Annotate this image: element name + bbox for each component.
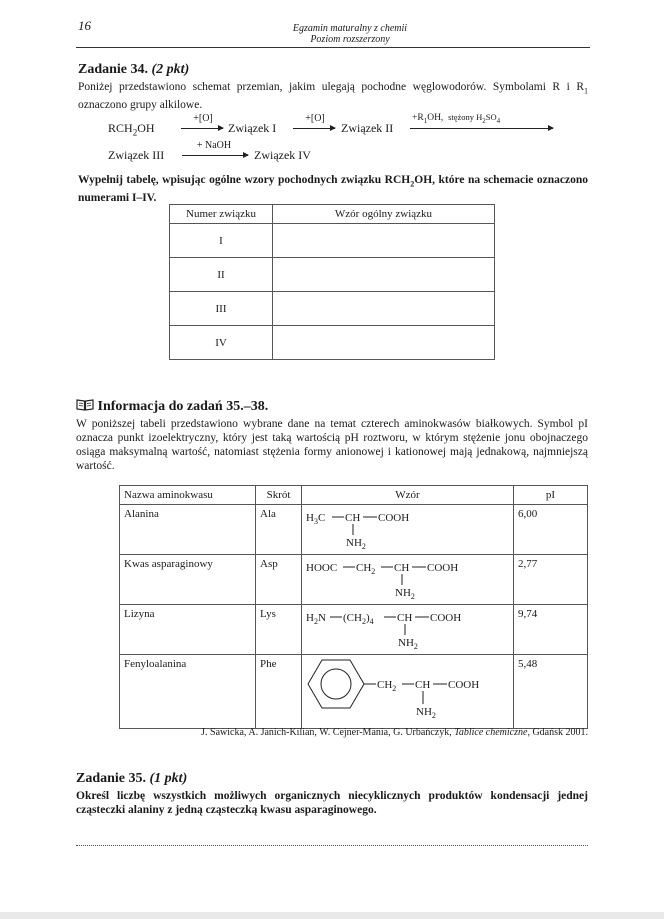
col-number-header: Numer związku (170, 205, 273, 224)
table-row (120, 505, 588, 555)
row-label: I (170, 224, 273, 258)
svg-text:CH: CH (415, 679, 431, 691)
row-label: IV (170, 326, 273, 360)
amino-name: Lizyna (120, 605, 256, 655)
svg-text:(CH2)4: $(CH_2)_4$ (343, 612, 374, 626)
arrow1-label: +[O] (193, 113, 213, 124)
amino-acid-table (119, 485, 588, 729)
amino-formula (302, 505, 514, 555)
svg-text:CH2: $CH_2$ (377, 679, 397, 693)
arrow3-label: $+R_1OH$, stężony $H_2SO_4$ (412, 112, 501, 125)
task34-intro: Poniżej przedstawiono schemat przemian, jakim ulegają pochodne węglowodorów. Symbolami R i $R_1$ oznaczono grupy alkilowe. (78, 81, 588, 112)
answer-cell[interactable] (273, 292, 495, 326)
task34-title: Zadanie 34. (2 pkt) (78, 62, 190, 77)
svg-text:NH2: $NH_2$ (346, 537, 366, 551)
svg-text:CH: CH (397, 612, 413, 624)
svg-text:COOH: COOH (427, 562, 459, 574)
header-line-2: Poziom rozszerzony (310, 34, 390, 45)
scheme-start: $RCH_2OH$ (108, 121, 155, 138)
lysine-formula (302, 605, 512, 651)
header-line-1: Egzamin maturalny z chemii (292, 23, 408, 34)
amino-name: Alanina (120, 505, 256, 555)
arrow-3 (410, 128, 553, 129)
amino-formula (302, 655, 514, 729)
amino-pi: 9,74 (514, 605, 588, 655)
table-row (120, 555, 588, 605)
svg-text:COOH: COOH (448, 679, 480, 691)
table-row (170, 258, 495, 292)
page-bottom-edge (0, 912, 664, 919)
compound-2: Związek II (341, 121, 394, 135)
col-abbr-header: Skrót (256, 486, 302, 505)
info-text: W poniższej tabeli przedstawiono wybrane dane na temat czterech aminokwasów białkowych. Symbol pI oznacza punkt izoelektryczny, który jest taką wartością pH roztworu, w którym stężenie jonu obojnaczego osiąga maksymalną wartość, natomiast stężenia formy anionowej i kationowej mają jednakową, najmniejszą wartość. (76, 418, 588, 472)
benzene-ring-icon (308, 660, 364, 708)
svg-text:NH2: $NH_2$ (395, 587, 415, 601)
arrow-4 (182, 155, 248, 156)
row-label: III (170, 292, 273, 326)
amino-pi: 2,77 (514, 555, 588, 605)
task34-table (169, 204, 495, 360)
table-row (120, 605, 588, 655)
col-formula-header: Wzór (302, 486, 514, 505)
arrow4-label: + NaOH (196, 140, 232, 151)
header-rule (76, 47, 590, 48)
svg-text:H2N: $H_2N$ (306, 612, 326, 626)
compound-1: Związek I (228, 121, 277, 135)
amino-formula (302, 555, 514, 605)
svg-text:CH2: $CH_2$ (356, 562, 376, 576)
table-row (120, 655, 588, 729)
amino-abbr: Ala (256, 505, 302, 555)
page-number: 16 (78, 18, 91, 33)
arrow-2 (293, 128, 335, 129)
amino-pi: 5,48 (514, 655, 588, 729)
answer-line[interactable] (76, 844, 588, 846)
row-label: II (170, 258, 273, 292)
source-citation: J. Sawicka, A. Janich-Kilian, W. Cejner-Mania, G. Urbańczyk, Tablice chemiczne, Gdańsk 2001. (201, 727, 588, 738)
svg-text:H3C: $H_3C$ (306, 512, 326, 526)
amino-name: Kwas asparaginowy (120, 555, 256, 605)
alanine-formula (302, 505, 512, 551)
phenylalanine-formula (302, 655, 512, 725)
amino-abbr: Asp (256, 555, 302, 605)
col-name-header: Nazwa aminokwasu (120, 486, 256, 505)
table-row (170, 326, 495, 360)
book-icon (76, 398, 94, 411)
col-formula-header: Wzór ogólny związku (273, 205, 495, 224)
svg-text:CH: CH (345, 512, 361, 524)
answer-cell[interactable] (273, 326, 495, 360)
answer-cell[interactable] (273, 224, 495, 258)
task34-instruction: Wypełnij tabelę, wpisując ogólne wzory pochodnych związku $RCH_2OH$, które na schemacie oznaczono numerami I–IV. (78, 174, 588, 205)
svg-text:COOH: COOH (378, 512, 410, 524)
amino-abbr: Phe (256, 655, 302, 729)
table-row (170, 224, 495, 258)
amino-pi: 6,00 (514, 505, 588, 555)
svg-text:COOH: COOH (430, 612, 462, 624)
compound-4: Związek IV (254, 148, 311, 162)
answer-cell[interactable] (273, 258, 495, 292)
table-row (170, 292, 495, 326)
svg-text:CH: CH (394, 562, 410, 574)
task35-instruction: Określ liczbę wszystkich możliwych organicznych niecyklicznych produktów kondensacji jednej cząsteczki alaniny z jedną cząsteczką kwasu asparaginowego. (76, 790, 588, 816)
amino-name: Fenyloalanina (120, 655, 256, 729)
arrow-1 (181, 128, 223, 129)
svg-text:NH2: $NH_2$ (416, 706, 436, 720)
svg-text:HOOC: HOOC (306, 562, 338, 574)
amino-abbr: Lys (256, 605, 302, 655)
compound-3: Związek III (108, 148, 165, 162)
col-pi-header: pI (514, 486, 588, 505)
task35-title: Zadanie 35. (1 pkt) (76, 771, 188, 786)
arrow2-label: +[O] (305, 113, 325, 124)
amino-formula (302, 605, 514, 655)
info-title: Informacja do zadań 35.–38. (76, 398, 268, 415)
aspartic-acid-formula (302, 555, 512, 601)
svg-text:NH2: $NH_2$ (398, 637, 418, 651)
